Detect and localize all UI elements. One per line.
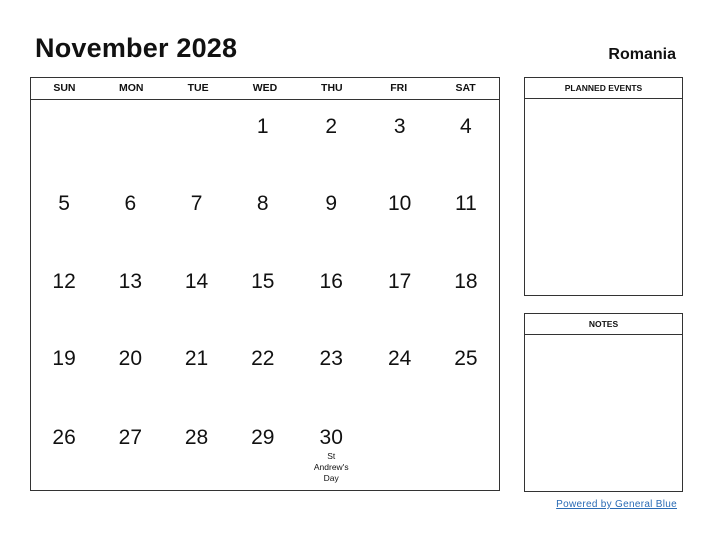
- day-cell: [433, 100, 499, 177]
- day-cell: [433, 332, 499, 411]
- day-cell: [97, 177, 163, 255]
- day-cell: [163, 100, 229, 177]
- day-cell: [433, 411, 499, 490]
- day-cell: [296, 255, 367, 332]
- notes-panel: [524, 313, 683, 492]
- day-cell: [433, 177, 499, 255]
- weekday-label: SAT: [455, 82, 476, 94]
- day-number: 15: [251, 270, 275, 293]
- day-number: 11: [454, 192, 477, 215]
- day-cell: [367, 255, 433, 332]
- day-number: 28: [184, 426, 209, 449]
- country-label: Romania: [608, 46, 676, 63]
- day-cell: [230, 411, 296, 490]
- planned-events-header: PLANNED EVENTS: [525, 78, 682, 99]
- day-number: 18: [454, 270, 478, 293]
- day-number: 20: [118, 347, 142, 370]
- day-cell: [31, 255, 97, 332]
- planned-events-panel: [524, 77, 683, 296]
- weekday-label: THU: [321, 82, 343, 94]
- page-title: November 2028: [35, 33, 238, 63]
- day-cell: [367, 100, 433, 177]
- day-cell: [230, 255, 296, 332]
- day-cell: [367, 177, 433, 255]
- weekday-label: WED: [252, 82, 278, 94]
- day-cell: [31, 177, 97, 255]
- day-number: 21: [184, 347, 209, 370]
- day-number: 13: [118, 270, 142, 293]
- day-number: 24: [387, 347, 412, 370]
- calendar-weeks: [31, 100, 499, 490]
- day-number: 1: [256, 115, 269, 138]
- weekday-header-row: [31, 78, 499, 100]
- day-cell: [97, 332, 163, 411]
- day-cell: [296, 100, 367, 177]
- day-cell: [230, 100, 296, 177]
- notes-header: NOTES: [525, 314, 682, 335]
- day-number: 25: [454, 347, 478, 370]
- day-number: 2: [325, 115, 338, 138]
- day-number: 10: [387, 192, 412, 215]
- day-cell: [31, 332, 97, 411]
- day-cell: [97, 411, 163, 490]
- day-number: 14: [184, 270, 209, 293]
- day-cell: [97, 100, 163, 177]
- day-cell: [296, 411, 367, 490]
- day-cell: [367, 332, 433, 411]
- weekday-label: FRI: [390, 82, 408, 94]
- day-number: 19: [52, 347, 76, 370]
- day-number: 22: [251, 347, 275, 370]
- day-cell: [163, 411, 229, 490]
- day-cell: [230, 332, 296, 411]
- day-number: 5: [58, 192, 70, 215]
- day-number: 9: [325, 192, 338, 215]
- day-cell: [296, 332, 367, 411]
- powered-by-link[interactable]: Powered by General Blue: [556, 499, 677, 510]
- weekday-label: MON: [119, 82, 144, 94]
- day-number: 7: [190, 192, 203, 215]
- day-cell: [163, 332, 229, 411]
- day-cell: [163, 177, 229, 255]
- day-cell: [367, 411, 433, 490]
- day-cell: [163, 255, 229, 332]
- day-number: 16: [319, 270, 343, 293]
- weekday-label: SUN: [53, 82, 76, 94]
- day-number: 12: [52, 270, 76, 293]
- day-number: 27: [118, 426, 142, 449]
- day-number: 29: [251, 426, 275, 449]
- holiday-label: St Andrew's Day: [313, 451, 349, 483]
- day-cell: [31, 411, 97, 490]
- day-number: 26: [52, 426, 76, 449]
- day-number: 30: [319, 426, 343, 449]
- day-cell: [296, 177, 367, 255]
- day-number: 3: [393, 115, 406, 138]
- day-cell: [31, 100, 97, 177]
- day-number: 17: [387, 270, 412, 293]
- day-cell: [97, 255, 163, 332]
- day-cell: [230, 177, 296, 255]
- day-number: 23: [319, 347, 343, 370]
- day-number: 8: [256, 192, 269, 215]
- day-number: 6: [124, 192, 137, 215]
- day-number: 4: [460, 115, 472, 138]
- weekday-label: TUE: [187, 82, 209, 94]
- day-cell: [433, 255, 499, 332]
- calendar-grid: [30, 77, 500, 491]
